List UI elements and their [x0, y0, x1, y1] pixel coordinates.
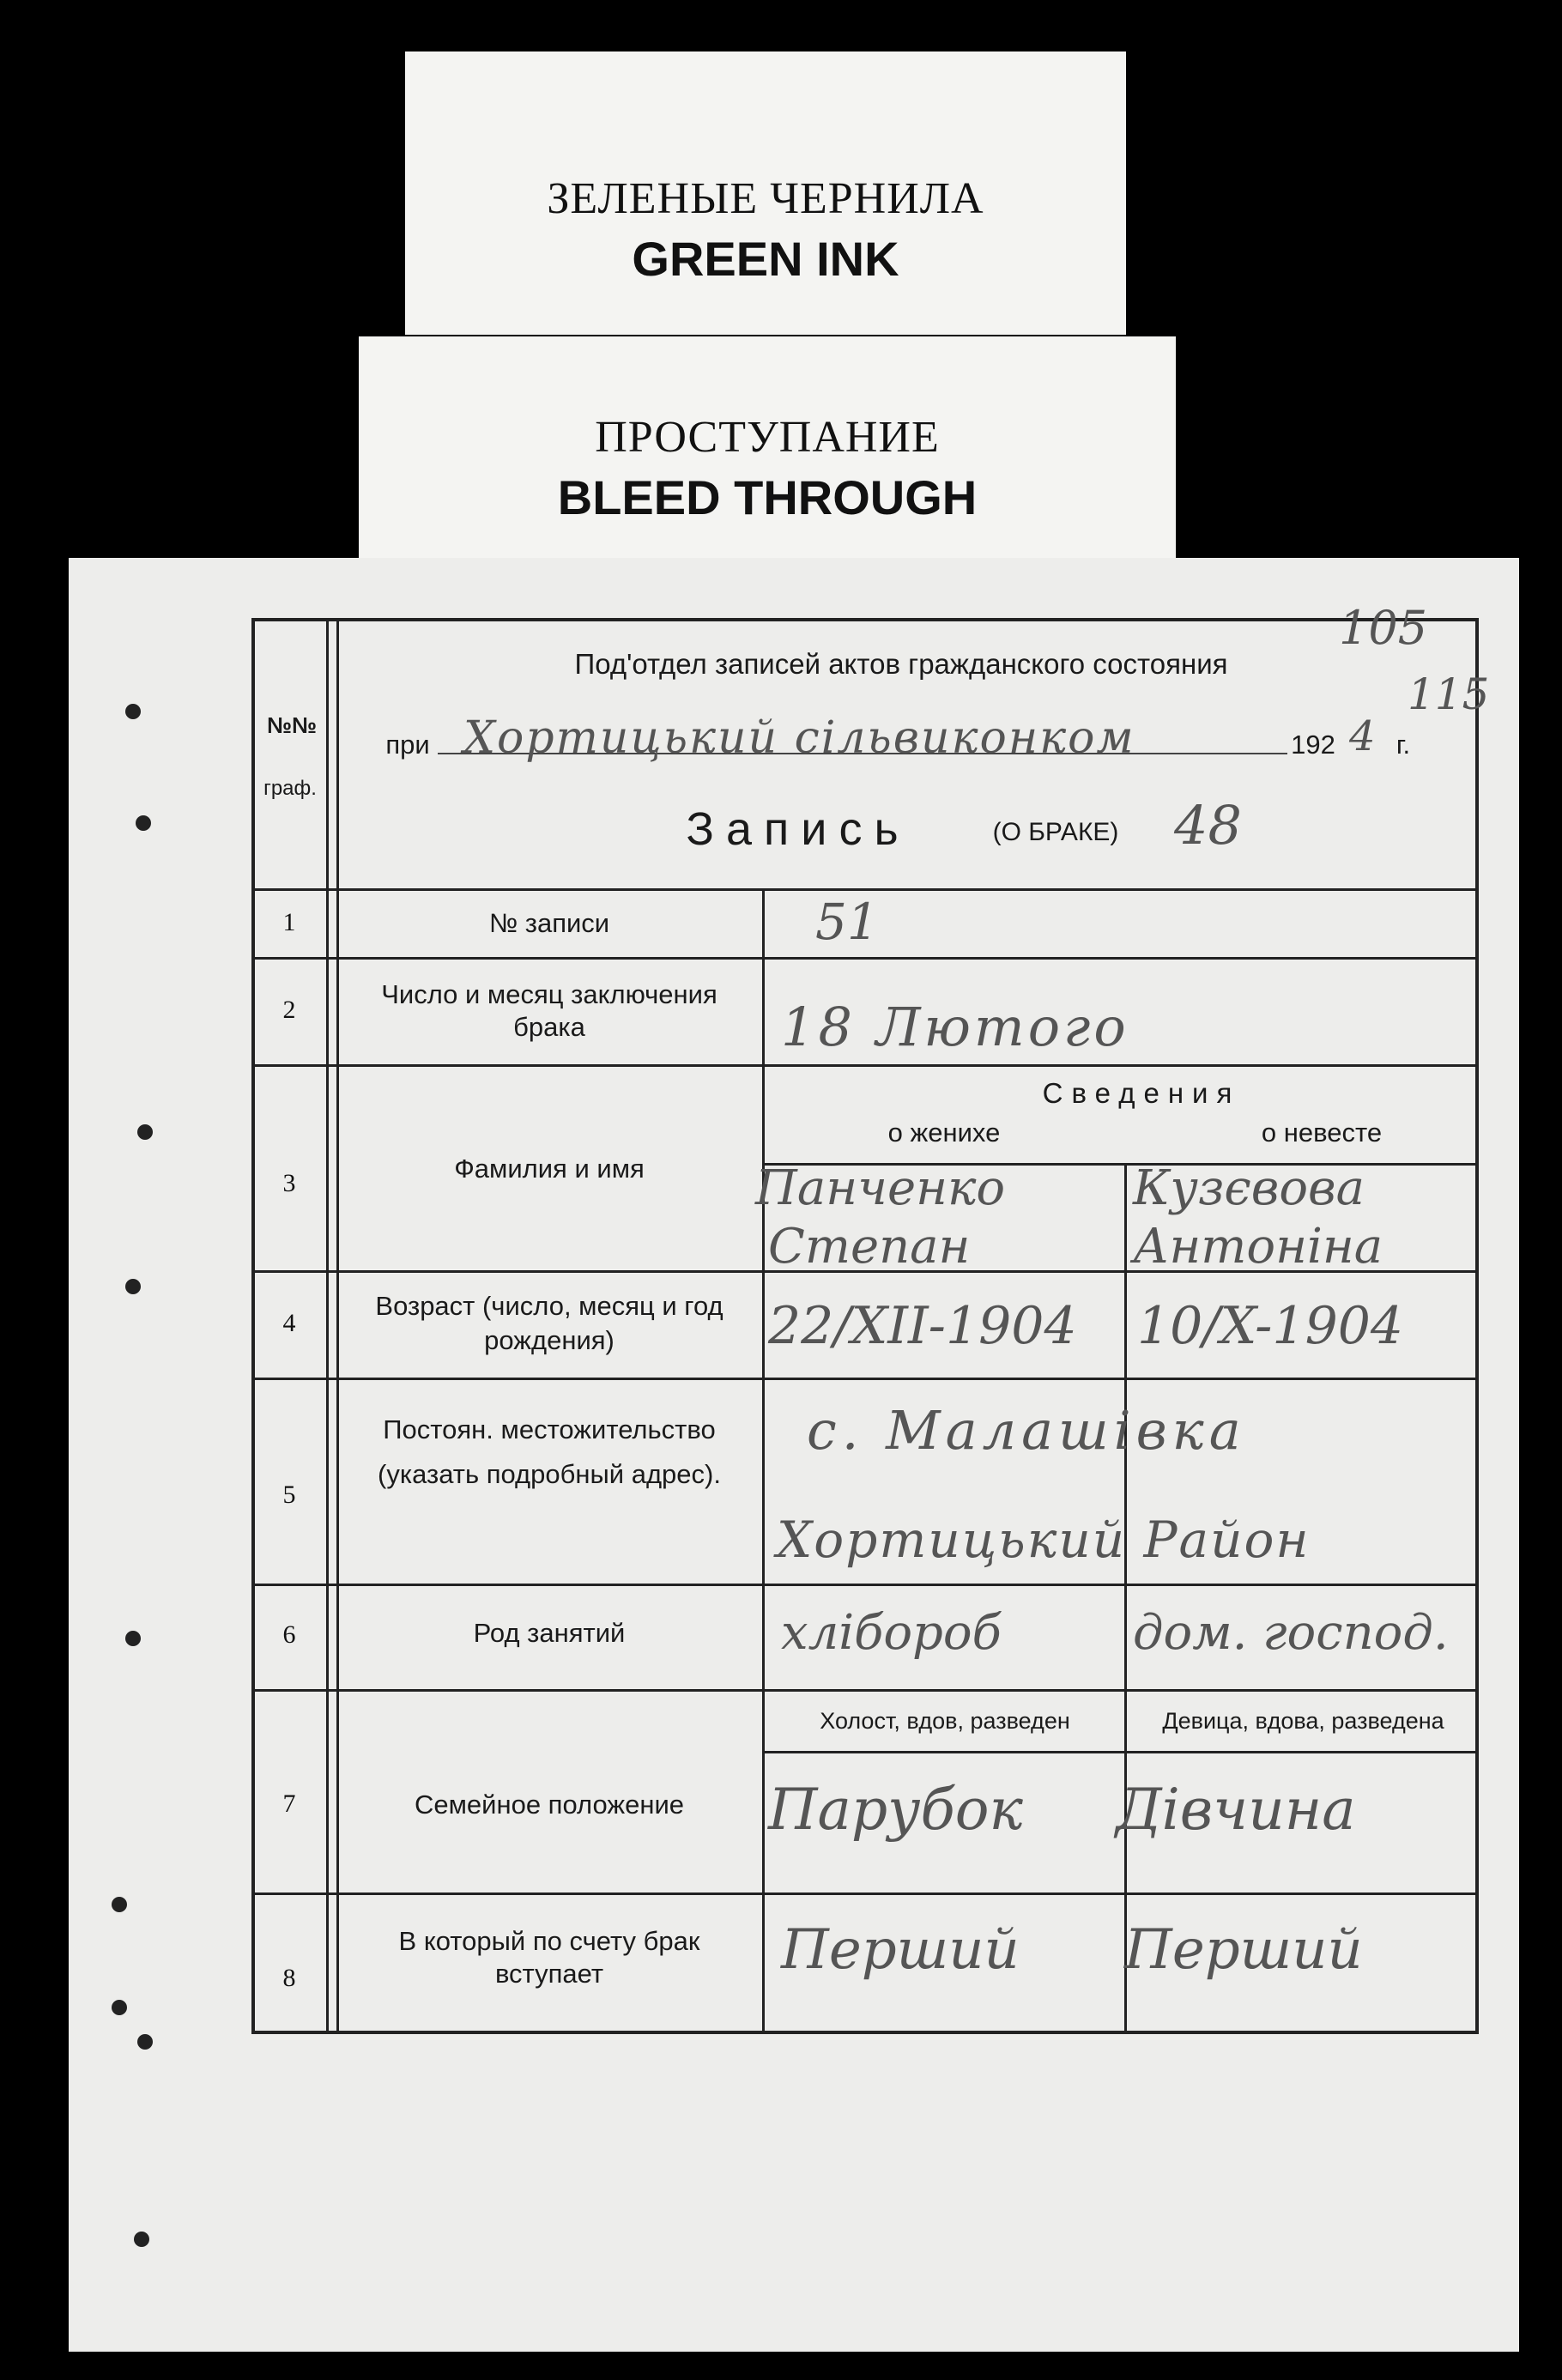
handwritten-bride-occupation: дом. господ.	[1133, 1605, 1449, 1661]
handwritten-groom-surname: Панченко	[755, 1160, 1006, 1216]
row-label: В который по счету брак вступает	[398, 1926, 700, 1989]
row-label: Число и месяц заключения брака	[381, 979, 717, 1042]
record-title: Запись	[686, 803, 911, 855]
bleed-through-ru: ПРОСТУПАНИЕ	[595, 413, 940, 462]
handwritten-office: Хортицький сільвиконком	[463, 712, 1135, 764]
punch-hole	[136, 815, 151, 831]
row-number: 4	[282, 1309, 296, 1337]
punch-hole	[125, 1631, 141, 1646]
punch-hole	[137, 2034, 153, 2050]
punch-hole	[137, 1124, 153, 1140]
handwritten-groom-birth: 22/XII-1904	[768, 1296, 1077, 1356]
punch-hole	[134, 2232, 149, 2247]
row-label: № записи	[488, 908, 610, 938]
handwritten-residence-line2: Хортицький Район	[777, 1511, 1311, 1569]
row-number: 6	[282, 1620, 296, 1649]
col-numbers-sub: граф.	[263, 777, 317, 800]
header-year-prefix: 192	[1291, 730, 1335, 760]
green-ink-label	[405, 51, 1126, 335]
row-label: Постоян. местожительство (указать подробный адрес).	[378, 1414, 721, 1489]
row-label: Род занятий	[473, 1618, 626, 1648]
handwritten-groom-marriage-count: Перший	[781, 1918, 1020, 1982]
bleed-through-label	[359, 336, 1176, 558]
groom-column-heading: о женихе	[887, 1117, 1001, 1148]
punch-hole	[112, 2000, 127, 2015]
svedenia-heading: Сведения	[1042, 1077, 1241, 1109]
record-sub: (О БРАКЕ)	[992, 818, 1119, 846]
row-label: Возраст (число, месяц и год рождения)	[375, 1291, 723, 1355]
green-ink-ru: ЗЕЛЕНЫЕ ЧЕРНИЛА	[547, 174, 984, 223]
handwritten-bride-surname: Кузєвова	[1133, 1160, 1365, 1216]
row-number: 1	[282, 908, 296, 936]
col-numbers-title: №№	[267, 712, 317, 738]
row-number: 7	[282, 1790, 296, 1818]
row-number: 3	[282, 1169, 296, 1197]
handwritten-record-number: 48	[1174, 794, 1242, 857]
handwritten-record-no: 51	[815, 893, 879, 951]
punch-hole	[112, 1897, 127, 1912]
punch-hole	[125, 704, 141, 719]
handwritten-residence-line1: с. Малашівка	[807, 1399, 1246, 1462]
handwritten-groom-occupation: хлібороб	[781, 1605, 1002, 1661]
handwritten-groom-name: Степан	[768, 1219, 971, 1275]
header-title: Под'отдел записей актов гражданского состояния	[574, 648, 1228, 680]
row-number: 2	[282, 996, 296, 1024]
green-ink-en: GREEN INK	[632, 232, 899, 286]
row-label: Семейное положение	[414, 1790, 685, 1820]
row-label: Фамилия и имя	[454, 1154, 645, 1184]
row-number: 8	[282, 1964, 296, 1992]
handwritten-bride-marriage-count: Перший	[1124, 1918, 1363, 1982]
bride-column-heading: о невесте	[1261, 1117, 1383, 1148]
handwritten-date: 18 Лютого	[781, 996, 1129, 1058]
groom-status-options: Холост, вдов, разведен	[820, 1708, 1070, 1734]
handwritten-bride-status: Дівчина	[1116, 1777, 1356, 1843]
punch-hole	[125, 1279, 141, 1294]
handwritten-groom-status: Парубок	[768, 1777, 1023, 1843]
bride-status-options: Девица, вдова, разведена	[1162, 1708, 1444, 1734]
handwritten-corner-number: 115	[1408, 669, 1490, 719]
header-year-suffix: г.	[1396, 730, 1411, 760]
handwritten-year-digit: 4	[1349, 712, 1376, 760]
handwritten-bride-birth: 10/X-1904	[1137, 1296, 1404, 1356]
handwritten-corner-number: 105	[1339, 601, 1428, 655]
header-pri: при	[385, 730, 430, 760]
row-number: 5	[282, 1481, 296, 1509]
bleed-through-en: BLEED THROUGH	[557, 470, 978, 524]
handwritten-bride-name: Антоніна	[1133, 1219, 1383, 1275]
